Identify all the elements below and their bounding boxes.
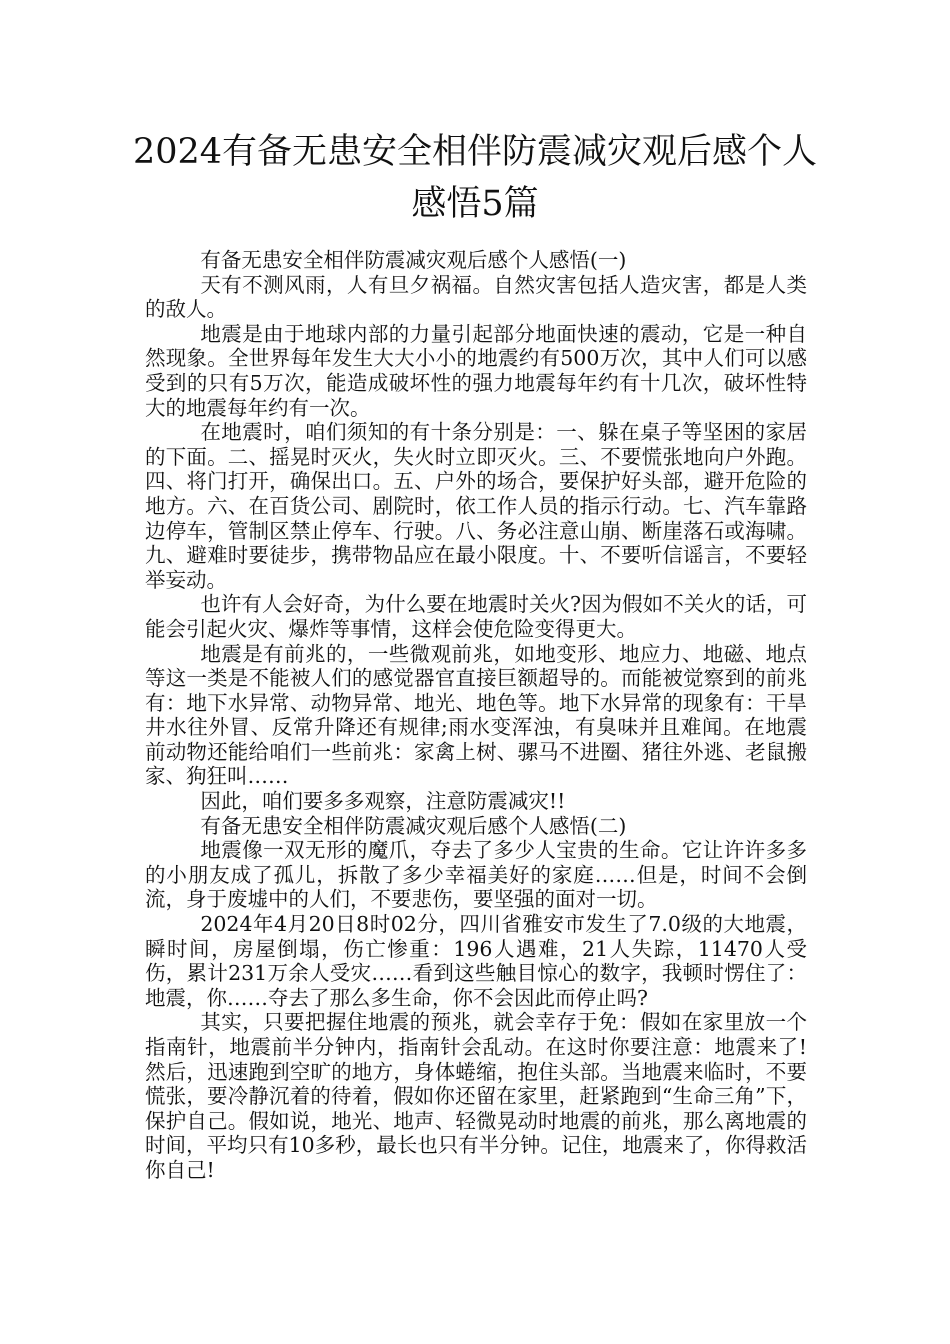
paragraph: 天有不测风雨，人有旦夕祸福。自然灾害包括人造灾害，都是人类的敌人。 (145, 272, 807, 322)
paragraph: 在地震时，咱们须知的有十条分别是：一、躲在桌子等坚困的家居的下面。二、摇晃时灭火，失火时立即灭火。三、不要慌张地向户外跑。四、将门打开，确保出口。五、户外的场合，要保护好头部，避开危险的地方。六、在百货公司、剧院时，依工作人员的指示行动。七、汽车靠路边停车，管制区禁止停车、行驶。八、务必注意山崩、断崖落石或海啸。九、避难时要徒步，携带物品应在最小限度。十、不要听信谣言，不要轻举妄动。 (145, 420, 807, 592)
paragraph: 地震是由于地球内部的力量引起部分地面快速的震动，它是一种自然现象。全世界每年发生大大小小的地震约有500万次，其中人们可以感受到的只有5万次，能造成破坏性的强力地震每年约有十几次，破坏性特大的地震每年约有一次。 (145, 321, 807, 420)
paragraph: 其实，只要把握住地震的预兆，就会幸存于免：假如在家里放一个指南针，地震前半分钟内，指南针会乱动。在这时你要注意：地震来了!然后，迅速跑到空旷的地方，身体蜷缩，抱住头部。当地震来临时，不要慌张，要冷静沉着的待着，假如你还留在家里，赶紧跑到“生命三角”下，保护自己。假如说，地光、地声、轻微晃动时地震的前兆，那么离地震的时间，平均只有10多秒，最长也只有半分钟。记住，地震来了，你得救活你自己! (145, 1010, 807, 1182)
section-heading-2: 有备无患安全相伴防震减灾观后感个人感悟(二) (200, 813, 627, 838)
paragraph: 也许有人会好奇，为什么要在地震时关火?因为假如不关火的话，可能会引起火灾、爆炸等事情，这样会使危险变得更大。 (145, 592, 807, 641)
section-heading-1: 有备无患安全相伴防震减灾观后感个人感悟(一) (200, 248, 627, 272)
document-title: 2024有备无患安全相伴防震减灾观后感个人感悟5篇 (132, 132, 818, 224)
paragraph: 2024年4月20日8时02分，四川省雅安市发生了7.0级的大地震，瞬时间，房屋倒塌，伤亡惨重：196人遇难，21人失踪，11470人受伤，累计231万余人受灾……看到这些触目惊心的数字，我顿时愣住了：地震，你……夺去了那么多生命，你不会因此而停止吗? (145, 912, 807, 1010)
document-body (145, 248, 807, 1183)
paragraph: 因此，咱们要多多观察，注意防震减灾!! (200, 789, 566, 814)
paragraph: 地震是有前兆的，一些微观前兆，如地变形、地应力、地磁、地点等这一类是不能被人们的感觉器官直接巨额超导的。而能被觉察到的前兆有：地下水异常、动物异常、地光、地色等。地下水异常的现象有：干旱井水往外冒、反常升降还有规律;雨水变浑浊，有臭味并且难闻。在地震前动物还能给咱们一些前兆：家禽上树、骡马不进圈、猪往外逃、老鼠搬家、狗狂叫…… (145, 641, 807, 789)
paragraph: 地震像一双无形的魔爪，夺去了多少人宝贵的生命。它让许许多多的小朋友成了孤儿，拆散了多少幸福美好的家庭……但是，时间不会倒流，身于废墟中的人们，不要悲伤，要坚强的面对一切。 (145, 838, 807, 912)
